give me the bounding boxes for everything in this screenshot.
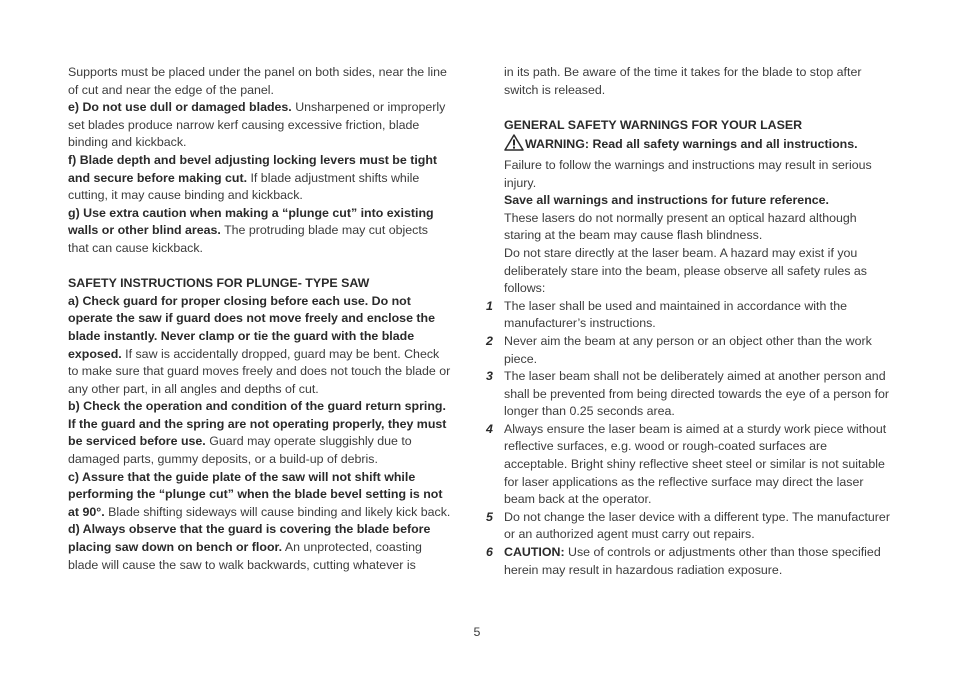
- item-b: [68, 398, 452, 468]
- heading-laser: GENERAL SAFETY WARNINGS FOR YOUR LASER: [504, 117, 803, 132]
- page-number: 5: [473, 625, 481, 639]
- item-c: [68, 469, 452, 522]
- paragraph-stare: Do not stare directly at the laser beam. A hazard may exist if you deliberately stare into the beam, please observe all safety rules as follows:: [504, 245, 867, 296]
- item-e: [68, 99, 452, 152]
- warning-text: Failure to follow the warnings and instructions may result in serious injury.: [504, 157, 872, 190]
- heading-plunge-saw: SAFETY INSTRUCTIONS FOR PLUNGE- TYPE SAW: [68, 276, 370, 291]
- list-item-number: 1: [486, 298, 493, 313]
- item-g: [68, 205, 452, 258]
- item-a-bold: a) Check guard for proper closing before each use. Do not operate the saw if guard does not move freely and enclose the blade instantly. Never clamp or tie the guard with the blade exposed.: [68, 293, 435, 361]
- item-d-text: An unprotected, coasting blade will cause the saw to walk backwards, cutting whatever is: [68, 540, 422, 572]
- paragraph-path: in its path. Be aware of the time it takes for the blade to stop after switch is released.: [504, 65, 862, 97]
- list-item: [486, 333, 890, 368]
- list-item-number: 5: [486, 509, 493, 524]
- item-e-text: Unsharpened or improperly set blades produce narrow kerf causing excessive friction, blade binding and kickback.: [68, 100, 446, 150]
- right-column: [486, 64, 890, 579]
- list-item: [486, 368, 890, 421]
- item-g-bold: g) Use extra caution when making a “plunge cut” into existing walls or other blind areas.: [68, 205, 434, 238]
- item-d-bold: d) Always observe that the guard is covering the blade before placing saw down on bench or floor.: [68, 522, 431, 555]
- item-f-bold: f) Blade depth and bevel adjusting locking levers must be tight and secure before making cut.: [68, 152, 438, 185]
- spacer: [68, 258, 452, 276]
- list-item: [486, 509, 890, 544]
- list-item-bold: CAUTION:: [504, 545, 565, 560]
- warning-line: [504, 134, 890, 157]
- item-d: [68, 521, 452, 574]
- item-b-text: Guard may operate sluggishly due to damaged parts, gummy deposits, or a build-up of debris.: [68, 434, 412, 467]
- item-a: [68, 293, 452, 399]
- warning-bold: WARNING: Read all safety warnings and all instructions.: [525, 137, 858, 152]
- list-item-number: 2: [486, 333, 493, 348]
- list-item-text: Always ensure the laser beam is aimed at a sturdy work piece without reflective surfaces, e.g. wood or rough-coated surfaces are acceptable. Bright shiny reflective sheet steel or similar is not suitable for laser applications as the reflective surface may direct the laser beam back at the operator.: [504, 421, 887, 507]
- item-b-bold: b) Check the operation and condition of the guard return spring. If the guard and the spring are not operating properly, they must be serviced before use.: [68, 399, 447, 449]
- list-item: [486, 298, 890, 333]
- paragraph-optical: These lasers do not normally present an optical hazard although staring at the beam may cause flash blindness.: [504, 210, 857, 243]
- list-item-text: The laser beam shall not be deliberately aimed at another person and shall be prevented from being directed towards the eye of a person for longer than 0.25 seconds area.: [504, 369, 890, 419]
- left-column: [68, 64, 452, 574]
- item-e-bold: e) Do not use dull or damaged blades.: [68, 100, 292, 115]
- spacer: [504, 99, 890, 117]
- list-item-text: Never aim the beam at any person or an object other than the work piece.: [504, 333, 872, 366]
- item-a-text: If saw is accidentally dropped, guard may be bent. Check to make sure that guard moves freely and does not touch the blade or any other part, in all angles and depths of cut.: [68, 346, 451, 396]
- list-item-number: 3: [486, 369, 493, 384]
- item-f: [68, 152, 452, 205]
- list-item-text: Use of controls or adjustments other than those specified herein may result in hazardous radiation exposure.: [504, 545, 881, 577]
- list-item-number: 4: [486, 421, 493, 436]
- list-item-text: Do not change the laser device with a different type. The manufacturer or an authorized agent must carry out repairs.: [504, 509, 890, 542]
- list-item-text: The laser shall be used and maintained in accordance with the manufacturer’s instructions.: [504, 298, 848, 331]
- list-item: [486, 544, 890, 579]
- item-c-bold: c) Assure that the guide plate of the saw will not shift while performing the “plunge cut” when the blade bevel setting is not at 90°.: [68, 469, 443, 519]
- numbered-list: [486, 298, 890, 580]
- list-item: [486, 421, 890, 509]
- item-c-text: Blade shifting sideways will cause binding and likely kick back.: [104, 504, 451, 519]
- list-item-number: 6: [486, 545, 493, 560]
- paragraph-supports: Supports must be placed under the panel on both sides, near the line of cut and near the edge of the panel.: [68, 65, 447, 97]
- item-f-text: If blade adjustment shifts while cutting, it may cause binding and kickback.: [68, 170, 420, 203]
- warning-triangle-icon: [504, 134, 524, 157]
- save-instructions: Save all warnings and instructions for future reference.: [504, 193, 829, 208]
- item-g-text: The protruding blade may cut objects that can cause kickback.: [68, 223, 428, 255]
